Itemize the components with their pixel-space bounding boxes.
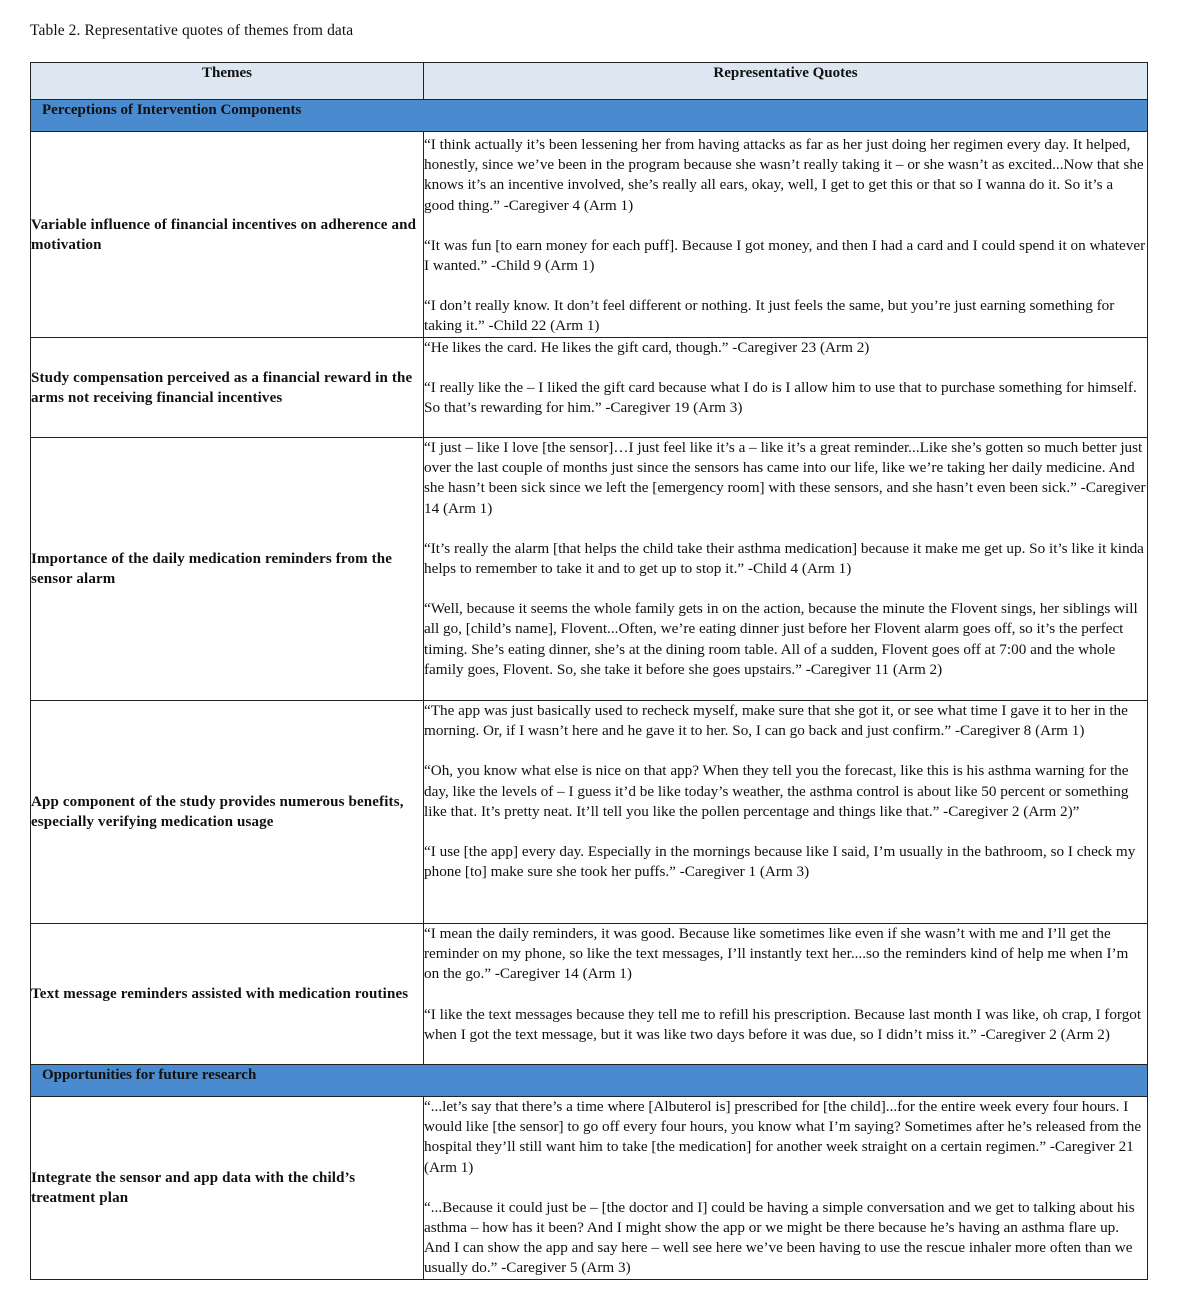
table-row [31, 438, 1148, 701]
quote-text: “Oh, you know what else is nice on that app? When they tell you the forecast, like this is his asthma warning for the day, like the levels of – I guess it’d be like today’s weather, the asthma control is about like 50 percent or something like that. It’s pretty neat. It’ll tell you like the pollen percentage and things like that.” -Caregiver 2 (Arm 2)” [424, 762, 1129, 820]
theme-cell: Variable influence of financial incentives on adherence and motivation [31, 132, 424, 338]
table-row [31, 701, 1148, 924]
theme-cell: App component of the study provides numerous benefits, especially verifying medication usage [31, 701, 424, 924]
quote-text: “I just – like I love [the sensor]…I just feel like it’s a – like it’s a great reminder...Like she’s gotten so much better just over the last couple of months just since the sensors has came into our life, like we’re taking her daily medicine. And she hasn’t been sick since we left the [emergency room] with these sensors, and she hasn’t even been sick.” -Caregiver 14 (Arm 1) [424, 439, 1146, 517]
section-title: Opportunities for future research [31, 1065, 1148, 1097]
table-row [31, 338, 1148, 438]
quote-text: “Well, because it seems the whole family gets in on the action, because the minute the Flovent sings, her siblings will all go, [child’s name], Flovent...Often, we’re eating dinner just before her Flovent alarm goes off, so it’s the perfect timing. She’s eating dinner, she’s at the dining room table. All of a sudden, Flovent goes off at 7:00 and the whole family goes, Flovent. So, she take it before she goes upstairs.” -Caregiver 11 (Arm 2) [424, 600, 1138, 678]
table-row [31, 1097, 1148, 1280]
themes-quotes-table [30, 62, 1148, 1280]
quotes-cell [424, 1097, 1148, 1280]
quote-text: “I think actually it’s been lessening her from having attacks as far as her just doing her regimen every day. It helped, honestly, since we’ve been in the program because she wasn’t really taking it – or she wasn’t as excited...Now that she knows it’s an incentive involved, she’s really all ears, okay, well, I get to get this or that so I wanna do it. So it’s a good thing.” -Caregiver 4 (Arm 1) [424, 136, 1144, 214]
table-row [31, 924, 1148, 1065]
section-header-row [31, 100, 1148, 132]
quote-text: “He likes the card. He likes the gift card, though.” -Caregiver 23 (Arm 2) [424, 339, 870, 356]
quote-text: “I really like the – I liked the gift card because what I do is I allow him to use that to purchase something for himself. So that’s rewarding for him.” -Caregiver 19 (Arm 3) [424, 379, 1137, 417]
theme-cell: Importance of the daily medication reminders from the sensor alarm [31, 438, 424, 701]
theme-cell: Study compensation perceived as a financial reward in the arms not receiving financial incentives [31, 338, 424, 438]
quote-text: “I don’t really know. It don’t feel different or nothing. It just feels the same, but you’re just earning something for taking it.” -Child 22 (Arm 1) [424, 297, 1115, 335]
quotes-cell [424, 438, 1148, 701]
quote-text: “The app was just basically used to recheck myself, make sure that she got it, or see what time I gave it to her in the morning. Or, if I wasn’t here and he gave it to her. So, I can go back and just confirm.” -Caregiver 8 (Arm 1) [424, 702, 1128, 740]
theme-cell: Integrate the sensor and app data with the child’s treatment plan [31, 1097, 424, 1280]
theme-cell: Text message reminders assisted with medication routines [31, 924, 424, 1065]
quote-text: “It was fun [to earn money for each puff]. Because I got money, and then I had a card and I could spend it on whatever I wanted.” -Child 9 (Arm 1) [424, 236, 1146, 275]
quote-text: “...let’s say that there’s a time where [Albuterol is] prescribed for [the child]...for the entire week every four hours. I would like [the sensor] to go off every four hours, you know what I’m saying? Sometimes after he’s released from the hospital they’ll still want him to take [the medication] for another week straight on a certain regimen.” -Caregiver 21 (Arm 1) [424, 1098, 1142, 1176]
quote-text: “It’s really the alarm [that helps the child take their asthma medication] because it make me get up. So it’s like it kinda helps to remember to take it and to get up to stop it.” -Child 4 (Arm 1) [424, 539, 1144, 578]
quotes-cell [424, 924, 1148, 1065]
quotes-cell [424, 132, 1148, 338]
section-title: Perceptions of Intervention Components [31, 100, 1148, 132]
quote-text: “...Because it could just be – [the doctor and I] could be having a simple conversation and we get to talking about his asthma – how has it been? And I might show the app or we might be there because he’s having an asthma flare up. And I can show the app and say here – well see here we’ve been having to use the rescue inhaler more often than we usually do.” -Caregiver 5 (Arm 3) [424, 1198, 1135, 1277]
quote-text: “I mean the daily reminders, it was good. Because like sometimes like even if she wasn’t with me and I’ll get the reminder on my phone, so like the text messages, I’ll instantly text her....so the reminders kind of help me when I’m on the go.” -Caregiver 14 (Arm 1) [424, 925, 1129, 983]
table-row [31, 132, 1148, 338]
quote-text: “I use [the app] every day. Especially in the mornings because like I said, I’m usually in the bathroom, so I check my phone [to] make sure she took her puffs.” -Caregiver 1 (Arm 3) [424, 843, 1136, 881]
quote-text: “I like the text messages because they tell me to refill his prescription. Because last month I was like, oh crap, I forgot when I got the text message, but it was like two days before it was due, so I didn’t miss it.” -Caregiver 2 (Arm 2) [424, 1005, 1142, 1043]
header-representative-quotes: Representative Quotes [424, 63, 1148, 100]
header-themes: Themes [31, 63, 424, 100]
section-header-row [31, 1065, 1148, 1097]
quotes-cell [424, 701, 1148, 924]
table-caption: Table 2. Representative quotes of themes from data [30, 22, 354, 39]
quotes-cell [424, 338, 1148, 438]
table-header-row [31, 63, 1148, 100]
